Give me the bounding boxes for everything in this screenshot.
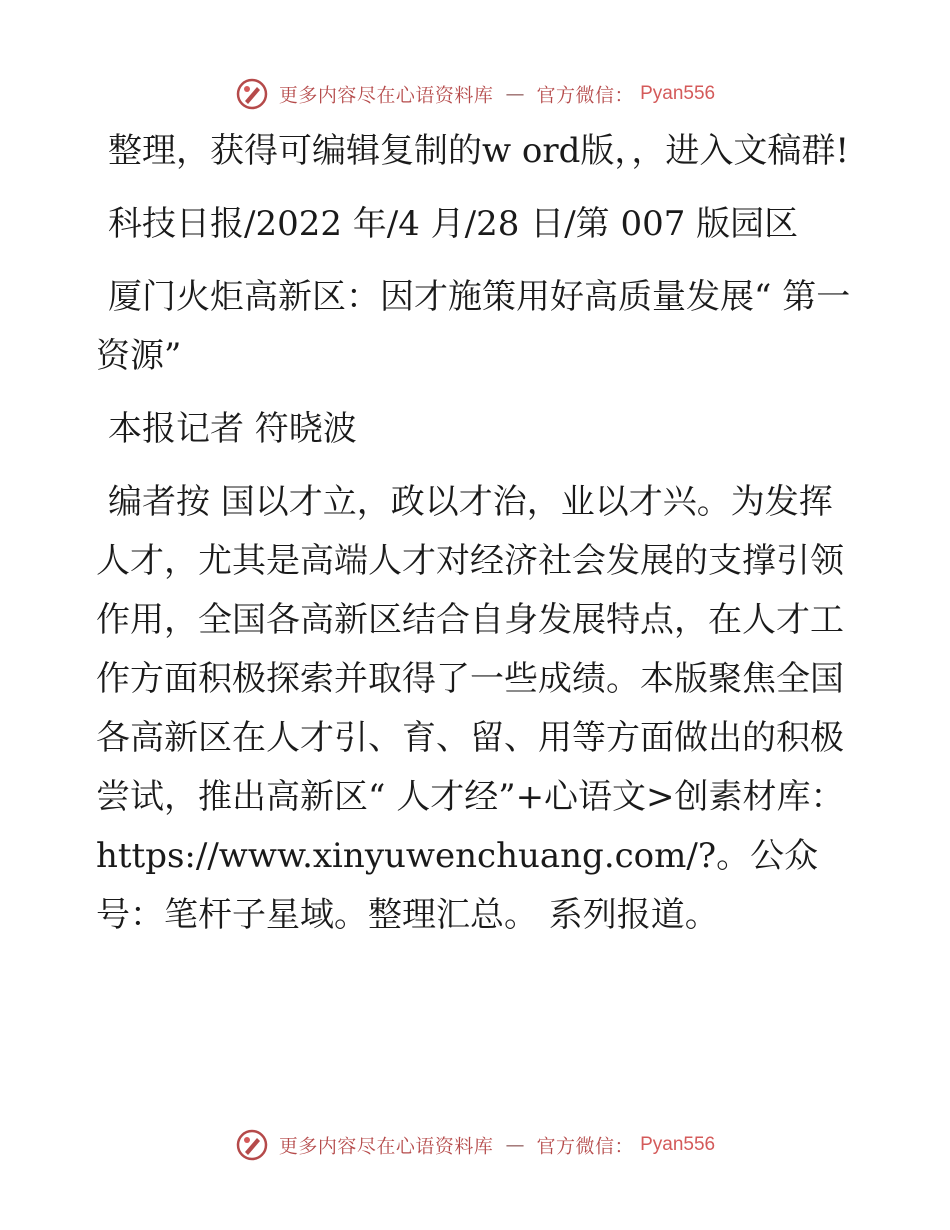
quill-logo-icon: [235, 77, 269, 111]
watermark-wechat-id: Pyan556: [640, 1134, 716, 1155]
watermark-text: 更多内容尽在心语资料库: [278, 1135, 494, 1158]
watermark-text: 更多内容尽在心语资料库: [278, 84, 494, 107]
paragraph-editor-note: 编者按 国以才立，政以才治，业以才兴。为发挥人才，尤其是高端人才对经济社会发展的支撑引领作用，全国各高新区结合自身发展特点，在人才工作方面积极探索并取得了一些成绩。本版聚焦全国各高新区在人才引、育、留、用等方面做出的积极尝试，推出高新区“ 人才经”+心语文>创素材库：https://www.xinyuwenchuang.com/?。公众号：笔杆子星域。整理汇总。 系列报道。: [96, 482, 845, 935]
document-body: [96, 122, 856, 959]
watermark-label: 官方微信：: [536, 84, 635, 107]
watermark-separator: —: [505, 1134, 525, 1156]
watermark-label: 官方微信：: [536, 1135, 635, 1158]
watermark-separator: —: [505, 83, 525, 105]
watermark-footer: [0, 1128, 950, 1162]
paragraph-byline: 本报记者 符晓波: [108, 409, 357, 449]
quill-logo-icon: [235, 1128, 269, 1162]
paragraph-intro: 整理，获得可编辑复制的w ord版，，进入文稿群!: [108, 131, 850, 171]
paragraph-headline: 厦门火炬高新区：因才施策用好高质量发展“ 第一资源”: [96, 277, 851, 376]
paragraph-source: 科技日报/2022 年/4 月/28 日/第 007 版园区: [108, 204, 799, 244]
watermark-header: [0, 77, 950, 111]
watermark-wechat-id: Pyan556: [640, 83, 716, 104]
